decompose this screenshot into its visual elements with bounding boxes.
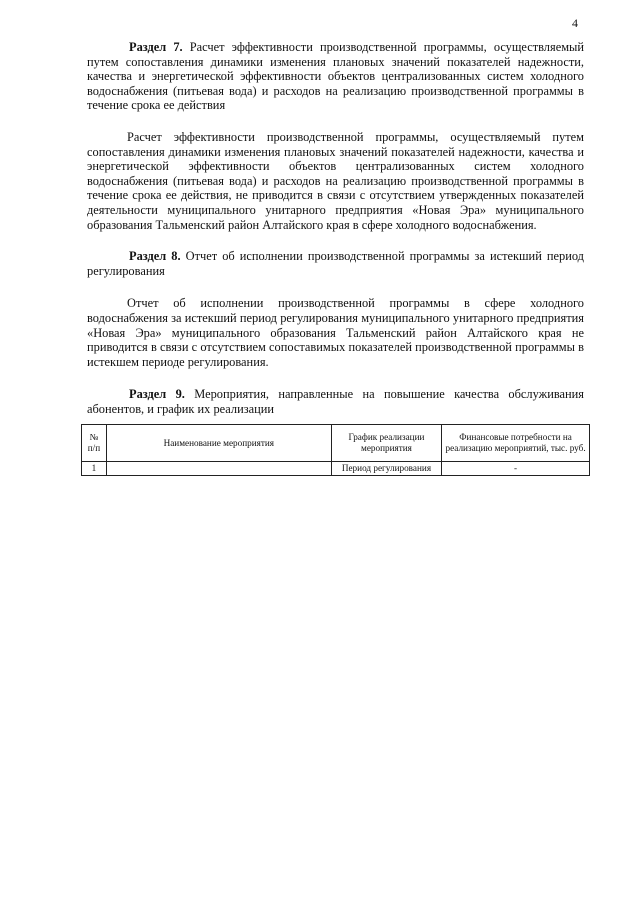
cell-schedule: Период регулирования xyxy=(331,462,441,476)
section-8-text: Отчет об исполнении производственной программы в сфере холодного водоснабжения за истекший период регулирования муниципального унитарного предприятия «Новая Эра» муниципального образования Тальменский район Алтайского края не приводится в связи с отсутствием сопоставимых показателей производственной программы в истекшем периоде регулирования. xyxy=(87,296,584,369)
table-row xyxy=(82,462,590,476)
section-9-label: Раздел 9. xyxy=(129,387,185,402)
section-7-label: Раздел 7. xyxy=(129,40,183,54)
table-header-row xyxy=(82,425,590,462)
cell-finance: - xyxy=(442,462,590,476)
section-7-title: Расчет эффективности производственной программы, осуществляемый путем сопоставления динамики изменения плановых значений показателей надежности, качества и энергетической эффективности объектов централизованных систем холодного водоснабжения (питьевая вода) и расходов на реализацию производственной программы в течение срока ее действия xyxy=(87,40,584,113)
section-9-title: Мероприятия, направленные на повышение качества обслуживания абонентов, и график их реализации xyxy=(87,387,584,416)
header-num: № п/п xyxy=(82,425,107,462)
header-name: Наименование мероприятия xyxy=(106,425,331,462)
document-body xyxy=(87,40,584,476)
cell-name xyxy=(106,462,331,476)
section-8-title: Отчет об исполнении производственной программы за истекший период регулирования xyxy=(87,249,584,278)
section-9-heading xyxy=(87,387,584,416)
header-finance: Финансовые потребности на реализацию мероприятий, тыс. руб. xyxy=(442,425,590,462)
section-8-label: Раздел 8. xyxy=(129,249,181,264)
section-7-heading xyxy=(87,40,584,113)
page-number: 4 xyxy=(572,16,578,30)
header-schedule: График реализации мероприятия xyxy=(331,425,441,462)
section-8-heading xyxy=(87,249,584,278)
section-7-text: Расчет эффективности производственной программы, осуществляемый путем сопоставления динамики изменения плановых значений показателей надежности, качества и энергетической эффективности объектов централизованных систем холодного водоснабжения (питьевая вода) и расходов на реализацию производственной программы в течение срока ее действия, не приводится в связи с отсутствием утвержденных показателей деятельности муниципального унитарного предприятия «Новая Эра» муниципального образования Тальменский район Алтайского края в сфере холодного водоснабжения. xyxy=(87,129,584,232)
cell-num: 1 xyxy=(82,462,107,476)
measures-table xyxy=(81,424,590,476)
